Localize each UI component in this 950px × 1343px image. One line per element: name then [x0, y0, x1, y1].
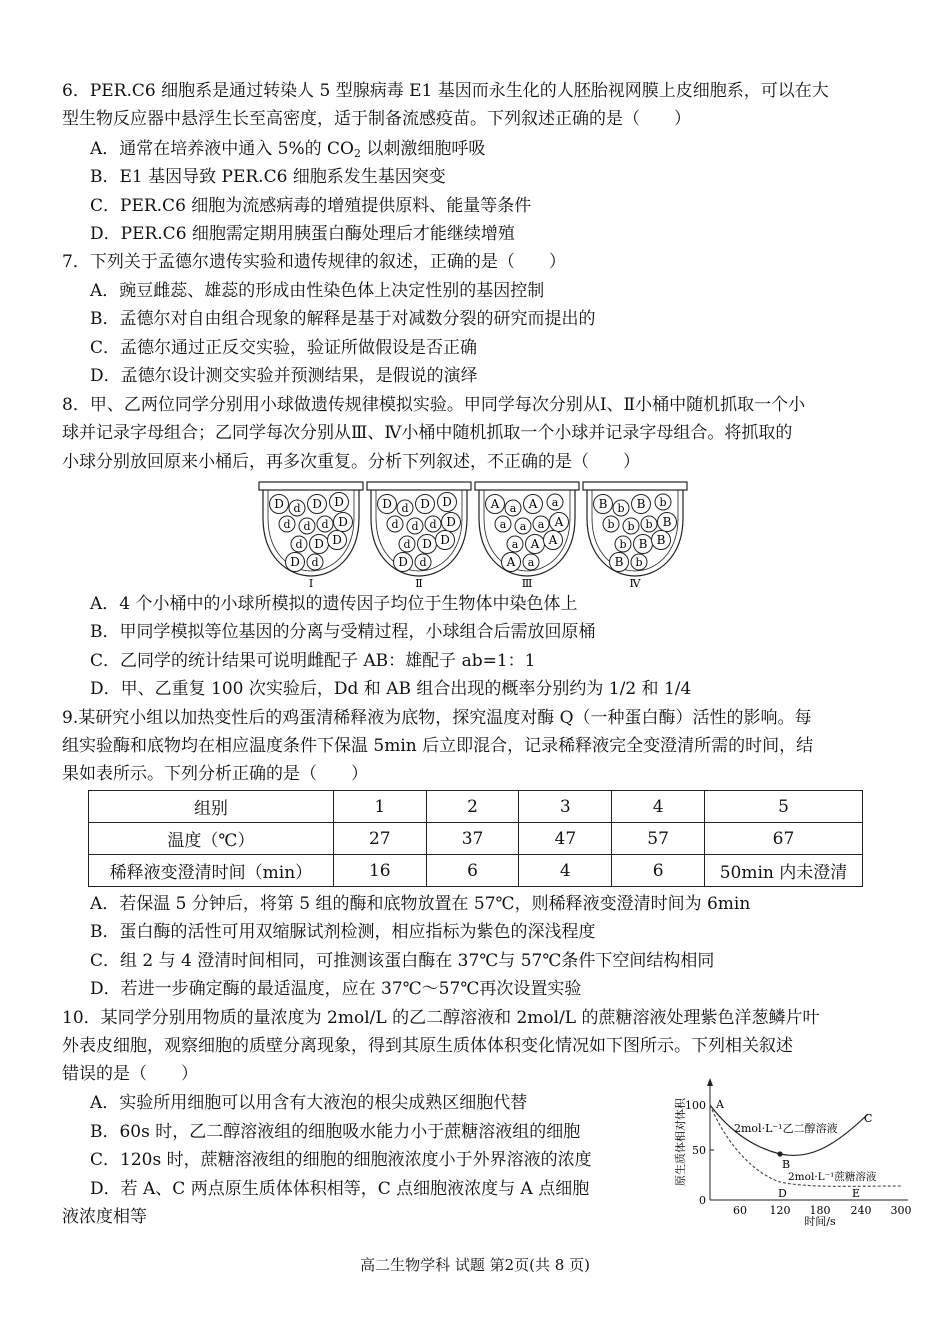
- bucket-rim: [583, 482, 687, 490]
- q9-option-c: C．组 2 与 4 澄清时间相同，可推测该蛋白酶在 37℃与 57℃条件下空间结构相同: [90, 951, 715, 971]
- q6-option-a-text: A．通常在培养液中通入 5%的 CO: [90, 139, 354, 159]
- ball-label: D: [290, 555, 300, 569]
- q10-stem-line1: 10．某同学分别用物质的量浓度为 2mol/L 的乙二醇溶液和 2mol/L 的蔗糖溶液处理紫色洋葱鳞片叶: [62, 1008, 820, 1028]
- bucket-4: [583, 482, 687, 588]
- ball-label: A: [530, 537, 540, 551]
- q7-option-b: B．孟德尔对自由组合现象的解释是基于对减数分裂的研究而提出的: [90, 309, 596, 329]
- table-cell: 4: [612, 791, 705, 823]
- ball-label: b: [659, 496, 667, 509]
- y-tick-label: 50: [692, 1144, 706, 1157]
- bucket-label: Ⅲ: [521, 577, 533, 588]
- table-cell: 稀释液变澄清时间（min）: [89, 855, 334, 887]
- x-tick-label: 180: [809, 1204, 831, 1217]
- ball-label: d: [321, 518, 329, 531]
- q10-stem-line2: 外表皮细胞，观察细胞的质壁分离现象，得到其原生质体体积变化情况如下图所示。下列相关叙述: [62, 1036, 793, 1056]
- ball-label: B: [656, 533, 666, 547]
- ball-label: d: [403, 538, 411, 551]
- series-label-ethylene-glycol: 2mol·L⁻¹乙二醇溶液: [734, 1122, 838, 1135]
- ball-label: d: [283, 518, 291, 531]
- bucket-rim: [367, 482, 471, 490]
- ball-label: d: [429, 518, 437, 531]
- table-cell: 67: [705, 823, 863, 855]
- table-cell: 组别: [89, 791, 334, 823]
- table-cell: 47: [519, 823, 612, 855]
- q9-stem-line2: 组实验酶和底物均在相应温度条件下保温 5min 后立即混合，记录稀释液完全变澄清所需的时间，结: [62, 736, 814, 756]
- ball-label: d: [401, 502, 409, 515]
- ball-label: D: [382, 497, 392, 511]
- bucket-3: [475, 482, 579, 588]
- ball-label: b: [617, 502, 625, 515]
- q8-option-a: A．4 个小桶中的小球所模拟的遗传因子均位于生物体中染色体上: [90, 594, 578, 614]
- q10-option-b: B．60s 时，乙二醇溶液组的细胞吸水能力小于蔗糖溶液组的细胞: [90, 1122, 581, 1142]
- ball-label: D: [332, 533, 342, 547]
- q10-graph: [668, 1076, 918, 1226]
- ball-label: A: [548, 533, 558, 547]
- table-cell: 2: [426, 791, 519, 823]
- table-row: [89, 823, 863, 855]
- x-tick-label: 300: [890, 1204, 912, 1217]
- point-label-c: C: [864, 1112, 873, 1125]
- q9-option-b: B．蛋白酶的活性可用双缩脲试剂检测，相应指标为紫色的深浅程度: [90, 922, 596, 942]
- page-footer: 高二生物学科 试题 第2页(共 8 页): [360, 1256, 590, 1274]
- ball-label: A: [490, 497, 500, 511]
- ball-label: A: [528, 497, 538, 511]
- ball-label: a: [537, 518, 545, 531]
- ball-label: D: [422, 537, 432, 551]
- ball-label: b: [635, 556, 643, 569]
- ball-label: a: [511, 538, 519, 551]
- x-axis-label: 时间/s: [804, 1215, 836, 1226]
- table-cell: 5: [705, 791, 863, 823]
- q8-stem-line3: 小球分别放回原来小桶后，再多次重复。分析下列叙述，不正确的是（ ）: [62, 452, 640, 472]
- y-tick-label: 100: [685, 1099, 706, 1112]
- q9-option-a: A．若保温 5 分钟后，将第 5 组的酶和底物放置在 57℃，则稀释液变澄清时间为 6min: [90, 894, 751, 914]
- ball-label: D: [440, 533, 450, 547]
- ball-label: b: [619, 538, 627, 551]
- q7-option-a: A．豌豆雌蕊、雄蕊的形成由性染色体上决定性别的基因控制: [90, 281, 545, 301]
- q10-option-c: C．120s 时，蔗糖溶液组的细胞的细胞液浓度小于外界溶液的浓度: [90, 1150, 592, 1170]
- q8-option-b: B．甲同学模拟等位基因的分离与受精过程，小球组合后需放回原桶: [90, 622, 596, 642]
- bucket-label: Ⅳ: [629, 577, 641, 588]
- bucket-1: [259, 482, 363, 588]
- point-label-e: E: [852, 1187, 861, 1200]
- table-cell: 4: [519, 855, 612, 887]
- bucket-2: [367, 482, 471, 588]
- ball-label: B: [662, 515, 672, 529]
- ball-label: a: [499, 518, 507, 531]
- ball-label: d: [391, 518, 399, 531]
- point-b: [777, 1151, 782, 1156]
- ball-label: D: [314, 537, 324, 551]
- ball-label: b: [607, 518, 615, 531]
- q7-option-d: D．孟德尔设计测交实验并预测结果，是假说的演绎: [90, 366, 478, 386]
- bucket-label: Ⅱ: [415, 577, 423, 588]
- ball-label: A: [554, 515, 564, 529]
- table-cell: 37: [426, 823, 519, 855]
- table-cell: 温度（℃）: [89, 823, 334, 855]
- ball-label: a: [527, 556, 535, 569]
- ball-label: D: [442, 495, 452, 509]
- q9-option-d: D．若进一步确定酶的最适温度，应在 37℃～57℃再次设置实验: [90, 979, 582, 999]
- ball-label: d: [293, 502, 301, 515]
- q6-option-b: B．E1 基因导致 PER.C6 细胞系发生基因突变: [90, 167, 446, 187]
- q10-option-d: D．若 A、C 两点原生质体体积相等，C 点细胞液浓度与 A 点细胞: [90, 1179, 590, 1199]
- ball-label: D: [398, 555, 408, 569]
- ball-label: D: [334, 495, 344, 509]
- ball-label: d: [311, 556, 319, 569]
- q9-stem-line1: 9.某研究小组以加热变性后的鸡蛋清稀释液为底物，探究温度对酶 Q（一种蛋白酶）活性的影响。每: [62, 708, 812, 728]
- bucket-rim: [259, 482, 363, 490]
- y-axis-label: 原生质体相对体积: [674, 1098, 687, 1186]
- q8-stem-line1: 8．甲、乙两位同学分别用小球做遗传规律模拟实验。甲同学每次分别从Ⅰ、Ⅱ小桶中随机抓取一个小: [62, 395, 806, 415]
- q6-option-a-subscript: 2: [354, 147, 361, 160]
- ball-label: B: [614, 555, 624, 569]
- ball-label: b: [645, 518, 653, 531]
- q6-option-a-text-end: 以刺激细胞呼吸: [361, 139, 486, 159]
- point-label-a: A: [716, 1098, 724, 1111]
- table-cell: 6: [612, 855, 705, 887]
- x-tick-label: 60: [733, 1204, 747, 1217]
- q7-option-c: C．孟德尔通过正反交实验，验证所做假设是否正确: [90, 338, 478, 358]
- q10-option-a: A．实验所用细胞可以用含有大液泡的根尖成熟区细胞代替: [90, 1093, 528, 1113]
- table-cell: 16: [333, 855, 426, 887]
- ball-label: D: [446, 515, 456, 529]
- buckets-figure: [255, 478, 695, 588]
- ball-label: D: [420, 497, 430, 511]
- ball-label: D: [274, 497, 284, 511]
- table-cell: 3: [519, 791, 612, 823]
- x-tick-label: 240: [850, 1204, 872, 1217]
- q9-stem-line3: 果如表所示。下列分析正确的是（ ）: [62, 764, 368, 784]
- point-label-b: B: [782, 1158, 791, 1171]
- table-cell: 1: [333, 791, 426, 823]
- q6-option-c: C．PER.C6 细胞为流感病毒的增殖提供原料、能量等条件: [90, 196, 532, 216]
- ball-label: B: [638, 537, 648, 551]
- q7-stem: 7．下列关于孟德尔遗传实验和遗传规律的叙述，正确的是（ ）: [62, 252, 566, 272]
- bucket-rim: [475, 482, 579, 490]
- ball-label: a: [509, 502, 517, 515]
- q6-option-d: D．PER.C6 细胞需定期用胰蛋白酶处理后才能继续增殖: [90, 224, 515, 244]
- ball-label: a: [519, 520, 527, 533]
- bucket-label: Ⅰ: [308, 577, 314, 588]
- q6-stem-line2: 型生物反应器中悬浮生长至高密度，适于制备流感疫苗。下列叙述正确的是（ ）: [62, 109, 691, 129]
- ball-label: d: [419, 556, 427, 569]
- x-tick-label: 120: [769, 1204, 791, 1217]
- ball-label: A: [506, 555, 516, 569]
- table-cell: 50min 内未澄清: [705, 855, 863, 887]
- ball-label: b: [627, 520, 635, 533]
- ball-label: B: [598, 497, 608, 511]
- ball-label: a: [551, 496, 559, 509]
- q8-option-c: C．乙同学的统计结果可说明雌配子 AB：雄配子 ab=1：1: [90, 651, 536, 671]
- ball-label: d: [411, 520, 419, 533]
- q6-stem-line1: 6．PER.C6 细胞系是通过转染人 5 型腺病毒 E1 基因而永生化的人胚胎视网膜上皮细胞系，可以在大: [62, 81, 829, 101]
- q8-stem-line2: 球并记录字母组合；乙同学每次分别从Ⅲ、Ⅳ小桶中随机抓取一个小球并记录字母组合。将抓取的: [62, 423, 793, 443]
- q6-option-a: [90, 137, 485, 161]
- q8-option-d: D．甲、乙重复 100 次实验后，Dd 和 AB 组合出现的概率分别约为 1/2 和 1/4: [90, 679, 692, 699]
- series-label-sucrose: 2mol·L⁻¹蔗糖溶液: [788, 1171, 877, 1183]
- y-tick-label: 0: [699, 1194, 706, 1207]
- ball-label: D: [312, 497, 322, 511]
- table-cell: 6: [426, 855, 519, 887]
- ball-label: D: [338, 515, 348, 529]
- q10-option-d-cont: 液浓度相等: [62, 1207, 147, 1227]
- ball-label: B: [636, 497, 646, 511]
- ball-label: d: [303, 520, 311, 533]
- table-cell: 57: [612, 823, 705, 855]
- q9-table: [88, 790, 863, 887]
- point-label-d: D: [778, 1187, 787, 1200]
- q10-stem-line3: 错误的是（ ）: [62, 1064, 198, 1084]
- table-row: [89, 791, 863, 823]
- table-cell: 27: [333, 823, 426, 855]
- ball-label: d: [295, 538, 303, 551]
- table-row: [89, 855, 863, 887]
- y-axis-arrow: [707, 1078, 713, 1086]
